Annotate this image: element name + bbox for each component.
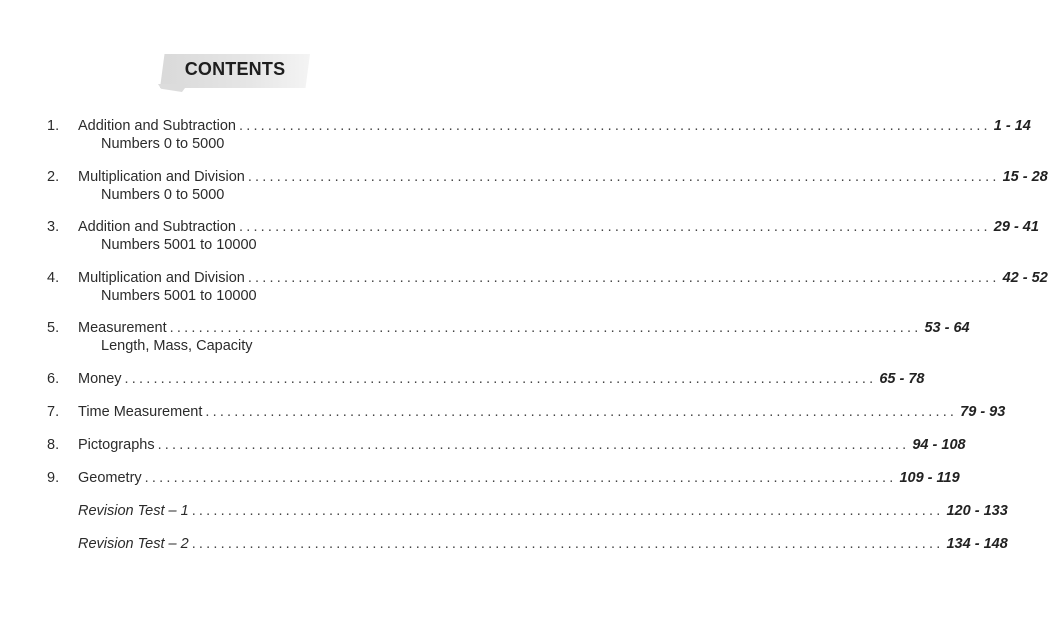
toc-entry-revision-1 [0, 502, 1008, 520]
dot-leader: ........................................................................................................ [247, 169, 1000, 185]
entry-subtitle: Numbers 0 to 5000 [101, 136, 225, 152]
toc-entry-revision-2 [0, 535, 1008, 553]
entry-pages: 1 - 14 [993, 118, 1031, 134]
dot-leader: ........................................................................................................ [144, 470, 897, 486]
dot-leader: ........................................................................................................ [191, 503, 944, 519]
entry-subtitle: Numbers 5001 to 10000 [101, 288, 257, 304]
toc-entry-2 [0, 168, 1048, 203]
dot-leader: ........................................................................................................ [247, 270, 1000, 286]
toc-entry-8 [0, 436, 966, 454]
entry-subtitle: Length, Mass, Capacity [101, 338, 253, 354]
entry-title: Revision Test – 1 [78, 503, 189, 519]
entry-title: Money [78, 371, 122, 387]
dot-leader: ........................................................................................................ [191, 536, 944, 552]
entry-number: 8. [47, 437, 60, 453]
entry-title: Addition and Subtraction [78, 219, 236, 235]
entry-number: 3. [47, 219, 60, 235]
dot-leader: ........................................................................................................ [239, 118, 991, 134]
toc-entry-3 [0, 218, 1039, 253]
entry-title: Geometry [78, 470, 142, 486]
toc-entry-4 [0, 269, 1048, 304]
entry-pages: 15 - 28 [1002, 169, 1048, 185]
entry-pages: 42 - 52 [1002, 270, 1048, 286]
entry-title: Revision Test – 2 [78, 536, 189, 552]
entry-pages: 65 - 78 [879, 371, 925, 387]
dot-leader: ........................................................................................................ [205, 404, 958, 420]
entry-title: Pictographs [78, 437, 155, 453]
entry-subtitle: Numbers 5001 to 10000 [101, 237, 257, 253]
entry-title: Multiplication and Division [78, 270, 245, 286]
dot-leader: ........................................................................................................ [239, 219, 991, 235]
entry-pages: 134 - 148 [946, 536, 1008, 552]
page-title: CONTENTS [184, 59, 286, 79]
entry-subtitle: Numbers 0 to 5000 [101, 187, 225, 203]
toc-entry-1 [0, 117, 1031, 152]
toc-entry-7 [0, 403, 1006, 421]
entry-number: 2. [47, 169, 60, 185]
entry-pages: 29 - 41 [993, 219, 1039, 235]
toc-entry-9 [0, 469, 960, 487]
toc-entry-6 [0, 370, 925, 388]
dot-leader: ........................................................................................................ [124, 371, 877, 387]
title-banner-tail [158, 84, 188, 92]
entry-number: 7. [47, 404, 60, 420]
entry-pages: 109 - 119 [899, 470, 960, 486]
entry-title: Time Measurement [78, 404, 203, 420]
dot-leader: ........................................................................................................ [169, 320, 922, 336]
entry-title: Addition and Subtraction [78, 118, 236, 134]
toc-entry-5 [0, 319, 970, 354]
entry-number: 9. [47, 470, 60, 486]
entry-title: Multiplication and Division [78, 169, 245, 185]
entry-pages: 79 - 93 [960, 404, 1006, 420]
entry-title: Measurement [78, 320, 167, 336]
entry-number: 1. [47, 118, 60, 134]
entry-pages: 120 - 133 [946, 503, 1008, 519]
entry-number: 6. [47, 371, 60, 387]
dot-leader: ........................................................................................................ [157, 437, 910, 453]
entry-number: 5. [47, 320, 60, 336]
entry-pages: 94 - 108 [912, 437, 966, 453]
entry-pages: 53 - 64 [924, 320, 970, 336]
entry-number: 4. [47, 270, 60, 286]
